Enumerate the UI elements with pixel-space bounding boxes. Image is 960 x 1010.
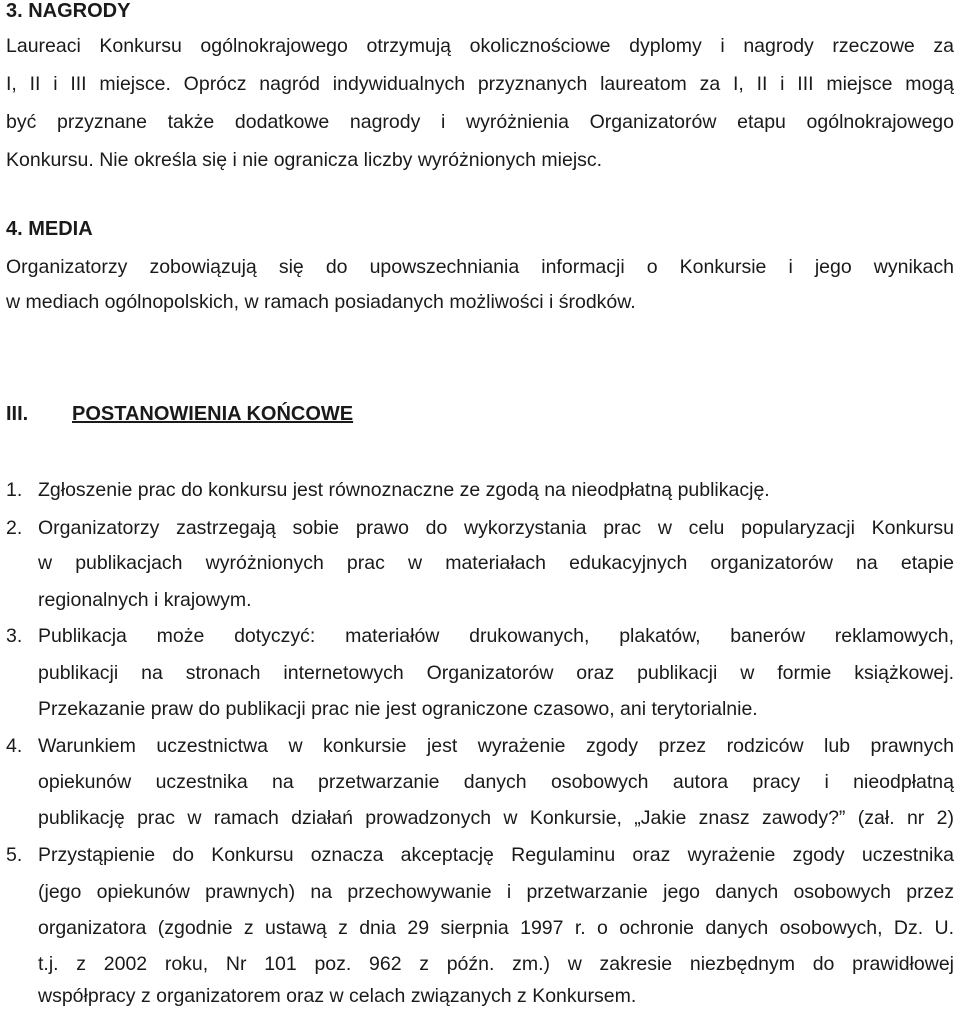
section-heading-media: 4. MEDIA xyxy=(6,218,93,240)
list-item-line: Zgłoszenie prac do konkursu jest równoznaczne ze zgodą na nieodpłatną publikację. xyxy=(38,479,770,501)
list-item-line: opiekunów uczestnika na przetwarzanie danych osobowych autora pracy i nieodpłatną xyxy=(38,771,954,793)
list-item-line: regionalnych i krajowym. xyxy=(38,589,252,611)
chapter-title: POSTANOWIENIA KOŃCOWE xyxy=(72,403,354,425)
list-item-line: Organizatorzy zastrzegają sobie prawo do wykorzystania prac w celu popularyzacji Konkursu xyxy=(38,517,954,539)
chapter-number: III. xyxy=(6,403,29,425)
list-item-line: publikacji na stronach internetowych Organizatorów oraz publikacji w formie książkowej. xyxy=(38,662,954,684)
list-item-line: (jego opiekunów prawnych) na przechowywanie i przetwarzanie jego danych osobowych przez xyxy=(38,881,954,903)
section-heading-nagrody: 3. NAGRODY xyxy=(6,0,131,22)
paragraph-line: I, II i III miejsce. Oprócz nagród indywidualnych przyznanych laureatom za I, II i III miejsce mogą xyxy=(6,73,954,95)
list-item-line: Publikacja może dotyczyć: materiałów drukowanych, plakatów, banerów reklamowych, xyxy=(38,625,954,647)
list-item-line: organizatora (zgodnie z ustawą z dnia 29 sierpnia 1997 r. o ochronie danych osobowych, Dz. U. xyxy=(38,917,954,939)
paragraph-line: być przyznane także dodatkowe nagrody i wyróżnienia Organizatorów etapu ogólnokrajowego xyxy=(6,111,954,133)
list-item-number: 5. xyxy=(6,844,23,866)
list-item-line: t.j. z 2002 roku, Nr 101 poz. 962 z późn. zm.) w zakresie niezbędnym do prawidłowej xyxy=(38,953,954,975)
paragraph-line: Konkursu. Nie określa się i nie ogranicza liczby wyróżnionych miejsc. xyxy=(6,149,603,171)
list-item-line: Warunkiem uczestnictwa w konkursie jest wyrażenie zgody przez rodziców lub prawnych xyxy=(38,735,954,757)
list-item-line: współpracy z organizatorem oraz w celach związanych z Konkursem. xyxy=(38,985,637,1007)
list-item-number: 4. xyxy=(6,735,23,757)
list-item-number: 3. xyxy=(6,625,23,647)
paragraph-line: w mediach ogólnopolskich, w ramach posiadanych możliwości i środków. xyxy=(6,291,636,313)
list-item-line: Przystąpienie do Konkursu oznacza akceptację Regulaminu oraz wyrażenie zgody uczestnika xyxy=(38,844,954,866)
paragraph-line: Laureaci Konkursu ogólnokrajowego otrzymują okolicznościowe dyplomy i nagrody rzeczowe za xyxy=(6,35,954,57)
paragraph-line: Organizatorzy zobowiązują się do upowszechniania informacji o Konkursie i jego wynikach xyxy=(6,256,954,278)
list-item-line: Przekazanie praw do publikacji prac nie jest ograniczone czasowo, ani terytorialnie. xyxy=(38,698,758,720)
list-item-line: publikację prac w ramach działań prowadzonych w Konkursie, „Jakie znasz zawody?” (zał. nr 2) xyxy=(38,807,954,829)
chapter-heading xyxy=(0,403,960,433)
list-item-number: 2. xyxy=(6,517,23,539)
list-item-number: 1. xyxy=(6,479,23,501)
list-item-line: w publikacjach wyróżnionych prac w materiałach edukacyjnych organizatorów na etapie xyxy=(38,552,954,574)
